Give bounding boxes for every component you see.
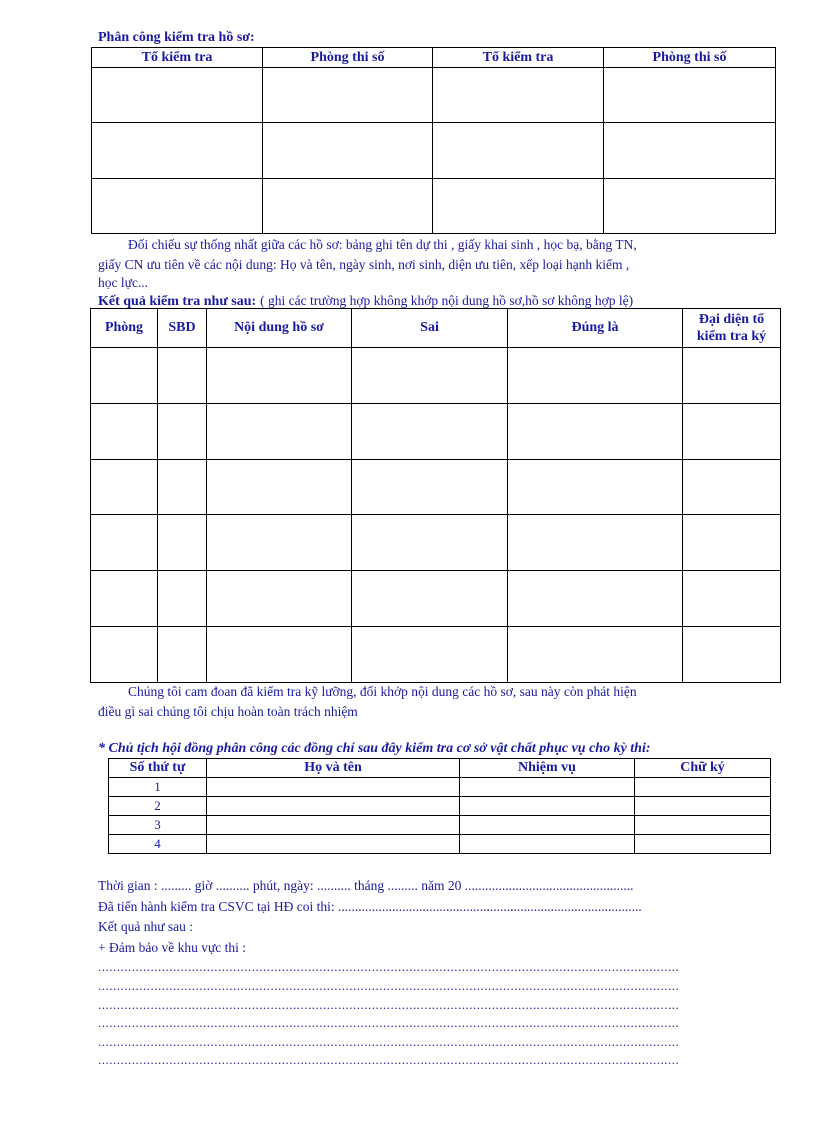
table-cell[interactable] <box>508 571 683 627</box>
table-cell[interactable] <box>263 68 433 123</box>
table-row <box>91 515 781 571</box>
table-cell[interactable] <box>91 571 158 627</box>
table-cell[interactable] <box>352 404 508 460</box>
inspection-assignment-table <box>91 47 776 234</box>
header-order-number: Số thứ tự <box>109 759 207 778</box>
table-cell[interactable] <box>158 571 207 627</box>
table-cell[interactable] <box>92 179 263 234</box>
row-number: 3 <box>109 816 207 835</box>
table-cell[interactable] <box>635 816 771 835</box>
table-cell[interactable] <box>635 797 771 816</box>
table-cell[interactable] <box>508 460 683 515</box>
table-cell[interactable] <box>207 816 460 835</box>
header-room: Phòng thi số <box>604 48 776 68</box>
check-results-table <box>90 308 781 683</box>
header-full-name: Họ và tên <box>207 759 460 778</box>
table-cell[interactable] <box>92 68 263 123</box>
table-cell[interactable] <box>207 797 460 816</box>
table-cell[interactable] <box>207 778 460 797</box>
header-correct: Đúng là <box>508 309 683 348</box>
verification-paragraph-line: học lực... <box>98 275 149 290</box>
table-cell[interactable] <box>508 627 683 683</box>
table-row <box>91 627 781 683</box>
table-cell[interactable] <box>263 179 433 234</box>
fill-in-line[interactable]: ........................................................................................................................................................... <box>98 1015 680 1030</box>
table-row <box>91 348 781 404</box>
table-cell[interactable] <box>683 404 781 460</box>
row-number: 4 <box>109 835 207 854</box>
table-cell[interactable] <box>635 835 771 854</box>
fill-in-line[interactable]: ........................................................................................................................................................... <box>98 959 680 974</box>
row-number: 1 <box>109 778 207 797</box>
table-cell[interactable] <box>207 835 460 854</box>
header-group: Tổ kiểm tra <box>92 48 263 68</box>
table-cell[interactable] <box>207 348 352 404</box>
table-cell[interactable] <box>91 627 158 683</box>
header-sbd: SBD <box>158 309 207 348</box>
table-cell[interactable] <box>91 460 158 515</box>
section-1-title: Phân công kiểm tra hồ sơ: <box>98 30 255 45</box>
table-row <box>109 835 771 854</box>
table-cell[interactable] <box>92 123 263 179</box>
table-cell[interactable] <box>433 179 604 234</box>
ensure-exam-area-label: + Đảm bảo về khu vực thi : <box>98 940 247 955</box>
table-cell[interactable] <box>263 123 433 179</box>
table-cell[interactable] <box>158 627 207 683</box>
header-group: Tổ kiểm tra <box>433 48 604 68</box>
commitment-paragraph-line: Chúng tôi cam đoan đã kiểm tra kỹ lưỡng, đối khớp nội dung các hồ sơ, sau này còn phát hiện <box>128 684 637 699</box>
table-cell[interactable] <box>460 835 635 854</box>
table-cell[interactable] <box>433 68 604 123</box>
table-cell[interactable] <box>683 627 781 683</box>
table-row <box>91 460 781 515</box>
table-cell[interactable] <box>207 460 352 515</box>
header-signature: Chữ ký <box>635 759 771 778</box>
table-cell[interactable] <box>460 778 635 797</box>
table-row <box>92 123 776 179</box>
fill-in-line[interactable]: ........................................................................................................................................................... <box>98 997 680 1012</box>
table-cell[interactable] <box>158 348 207 404</box>
row-number: 2 <box>109 797 207 816</box>
table-cell[interactable] <box>352 515 508 571</box>
section-2-note: ( ghi các trường hợp không khớp nội dung hồ sơ,hồ sơ không hợp lệ) <box>260 293 634 308</box>
table-cell[interactable] <box>508 348 683 404</box>
table-cell[interactable] <box>352 460 508 515</box>
table-cell[interactable] <box>635 778 771 797</box>
verification-paragraph-line: giấy CN ưu tiên về các nội dung: Họ và tên, ngày sinh, nơi sinh, diện ưu tiên, xếp loại hạnh kiểm , <box>98 257 630 272</box>
table-row <box>91 571 781 627</box>
fill-in-line[interactable]: ........................................................................................................................................................... <box>98 978 680 993</box>
table-row <box>91 404 781 460</box>
commitment-paragraph-line: điều gì sai chúng tôi chịu hoàn toàn trách nhiệm <box>98 704 358 719</box>
table-cell[interactable] <box>158 515 207 571</box>
table-cell[interactable] <box>508 515 683 571</box>
table-cell[interactable] <box>683 460 781 515</box>
header-room: Phòng thi số <box>263 48 433 68</box>
header-room: Phòng <box>91 309 158 348</box>
table-cell[interactable] <box>91 348 158 404</box>
table-cell[interactable] <box>683 348 781 404</box>
table-row <box>109 778 771 797</box>
table-row <box>92 179 776 234</box>
fill-in-line[interactable]: ........................................................................................................................................................... <box>98 1034 680 1049</box>
table-cell[interactable] <box>207 571 352 627</box>
table-cell[interactable] <box>683 571 781 627</box>
table-cell[interactable] <box>91 515 158 571</box>
table-cell[interactable] <box>158 404 207 460</box>
header-wrong: Sai <box>352 309 508 348</box>
table-cell[interactable] <box>604 123 776 179</box>
table-row <box>109 797 771 816</box>
table-row <box>92 68 776 123</box>
table-row <box>109 816 771 835</box>
table-cell[interactable] <box>207 404 352 460</box>
table-cell[interactable] <box>207 515 352 571</box>
table-cell[interactable] <box>683 515 781 571</box>
section-3-title: * Chủ tịch hội đồng phân công các đồng chí sau đây kiểm tra cơ sở vật chất phục vụ cho kỳ thi: <box>98 741 651 756</box>
header-duty: Nhiệm vụ <box>460 759 635 778</box>
table-cell[interactable] <box>158 460 207 515</box>
table-cell[interactable] <box>508 404 683 460</box>
table-cell[interactable] <box>460 797 635 816</box>
table-cell[interactable] <box>91 404 158 460</box>
facility-inspectors-table <box>108 758 771 854</box>
inspection-time-line: Thời gian : ......... giờ .......... phút, ngày: .......... tháng ......... năm 20 .................................................. <box>98 878 634 893</box>
table-cell[interactable] <box>352 571 508 627</box>
table-cell[interactable] <box>460 816 635 835</box>
result-label: Kết quả như sau : <box>98 919 194 934</box>
table-cell[interactable] <box>604 68 776 123</box>
section-2-title: Kết quả kiểm tra như sau: <box>98 294 257 309</box>
table-cell[interactable] <box>207 627 352 683</box>
table-cell[interactable] <box>352 348 508 404</box>
table-cell[interactable] <box>352 627 508 683</box>
header-representative-sign: Đại diện tổ kiểm tra ký <box>683 309 781 348</box>
header-record-content: Nội dung hồ sơ <box>207 309 352 348</box>
table-cell[interactable] <box>604 179 776 234</box>
table-cell[interactable] <box>433 123 604 179</box>
inspection-done-line: Đã tiến hành kiểm tra CSVC tại HĐ coi thi: .......................................................................................... <box>98 899 642 914</box>
verification-paragraph-line: Đối chiếu sự thống nhất giữa các hồ sơ: bảng ghi tên dự thi , giấy khai sinh , học bạ, bằng TN, <box>128 237 637 252</box>
fill-in-line[interactable]: ........................................................................................................................................................... <box>98 1052 680 1067</box>
